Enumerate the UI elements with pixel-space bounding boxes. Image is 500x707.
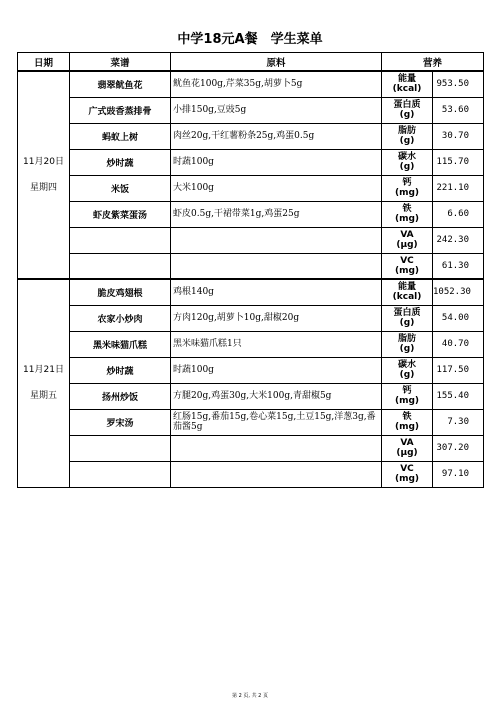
nutrient-label: VA (μg) xyxy=(382,227,433,253)
ingredients-cell: 虾皮0.5g,干裙带菜1g,鸡蛋25g xyxy=(171,201,382,227)
nutrient-value: 307.20 xyxy=(433,435,484,461)
nutrient-value: 242.30 xyxy=(433,227,484,253)
date-cell xyxy=(18,279,70,487)
page-title: 中学18元A餐 学生菜单 xyxy=(177,32,323,47)
dish-cell: 虾皮紫菜蛋汤 xyxy=(70,201,171,227)
header-dish: 菜谱 xyxy=(70,53,171,72)
dish-cell: 广式豉香蒸排骨 xyxy=(70,97,171,123)
ingredients-cell xyxy=(171,461,382,487)
nutrient-value: 221.10 xyxy=(433,175,484,201)
dish-cell: 蚂蚁上树 xyxy=(70,123,171,149)
dish-cell: 农家小炒肉 xyxy=(70,305,171,331)
dish-cell xyxy=(70,461,171,487)
nutrient-value: 53.60 xyxy=(433,97,484,123)
nutrient-label: 能量 (kcal) xyxy=(382,279,433,305)
date-cell xyxy=(18,71,70,279)
nutrient-label: 蛋白质 (g) xyxy=(382,305,433,331)
dish-cell xyxy=(70,435,171,461)
dish-cell: 炒时蔬 xyxy=(70,149,171,175)
dish-cell xyxy=(70,227,171,253)
table-row xyxy=(18,461,484,487)
ingredients-cell: 红肠15g,番茄15g,卷心菜15g,土豆15g,洋葱3g,番茄酱5g xyxy=(171,409,382,435)
ingredients-cell: 方肉120g,胡萝卜10g,甜椒20g xyxy=(171,305,382,331)
ingredients-cell: 鱿鱼花100g,芹菜35g,胡萝卜5g xyxy=(171,71,382,97)
ingredients-cell: 黑米味猫爪糕1只 xyxy=(171,331,382,357)
dish-cell: 炒时蔬 xyxy=(70,357,171,383)
ingredients-cell xyxy=(171,253,382,279)
nutrient-value: 54.00 xyxy=(433,305,484,331)
page-footer: 第 2 页, 共 2 页 xyxy=(232,693,268,699)
header-nutrition: 营养 xyxy=(382,53,484,72)
dish-cell: 翡翠鱿鱼花 xyxy=(70,71,171,97)
nutrient-label: 碳水 (g) xyxy=(382,149,433,175)
table-row xyxy=(18,305,484,331)
header-ingredients: 原料 xyxy=(171,53,382,72)
nutrient-label: 钙 (mg) xyxy=(382,383,433,409)
table-row xyxy=(18,97,484,123)
nutrient-value: 953.50 xyxy=(433,71,484,97)
ingredients-cell: 时蔬100g xyxy=(171,357,382,383)
table-row xyxy=(18,227,484,253)
nutrient-label: VA (μg) xyxy=(382,435,433,461)
table-row xyxy=(18,435,484,461)
nutrient-label: 能量 (kcal) xyxy=(382,71,433,97)
table-row xyxy=(18,357,484,383)
dish-cell xyxy=(70,253,171,279)
ingredients-cell: 鸡根140g xyxy=(171,279,382,305)
nutrient-label: VC (mg) xyxy=(382,253,433,279)
date-label: 11月20日 xyxy=(23,157,64,167)
weekday-label: 星期五 xyxy=(29,391,57,402)
nutrient-label: 碳水 (g) xyxy=(382,357,433,383)
nutrient-label: 铁 (mg) xyxy=(382,409,433,435)
ingredients-cell: 时蔬100g xyxy=(171,149,382,175)
dish-cell: 罗宋汤 xyxy=(70,409,171,435)
nutrient-value: 40.70 xyxy=(433,331,484,357)
ingredients-cell xyxy=(171,227,382,253)
ingredients-cell xyxy=(171,435,382,461)
nutrient-label: 脂肪 (g) xyxy=(382,123,433,149)
date-label: 11月21日 xyxy=(23,365,64,376)
nutrient-value: 1052.30 xyxy=(433,279,484,305)
nutrient-label: VC (mg) xyxy=(382,461,433,487)
nutrient-value: 117.50 xyxy=(433,357,484,383)
table-row xyxy=(18,383,484,409)
nutrient-value: 155.40 xyxy=(433,383,484,409)
nutrient-value: 115.70 xyxy=(433,149,484,175)
dish-cell: 黑米味猫爪糕 xyxy=(70,331,171,357)
header-date: 日期 xyxy=(18,53,70,72)
menu-table xyxy=(17,52,484,488)
nutrient-label: 脂肪 (g) xyxy=(382,331,433,357)
table-row xyxy=(18,123,484,149)
table-row xyxy=(18,149,484,175)
weekday-label: 星期四 xyxy=(29,183,57,193)
table-row xyxy=(18,201,484,227)
dish-cell: 米饭 xyxy=(70,175,171,201)
table-row xyxy=(18,253,484,279)
table-row xyxy=(18,71,484,97)
nutrient-label: 钙 (mg) xyxy=(382,175,433,201)
ingredients-cell: 肉丝20g,干红薯粉条25g,鸡蛋0.5g xyxy=(171,123,382,149)
dish-cell: 脆皮鸡翅根 xyxy=(70,279,171,305)
nutrient-label: 铁 (mg) xyxy=(382,201,433,227)
table-row xyxy=(18,279,484,305)
table-row xyxy=(18,175,484,201)
dish-cell: 扬州炒饭 xyxy=(70,383,171,409)
nutrient-value: 6.60 xyxy=(433,201,484,227)
nutrient-value: 7.30 xyxy=(433,409,484,435)
ingredients-cell: 大米100g xyxy=(171,175,382,201)
table-row xyxy=(18,409,484,435)
header-row xyxy=(18,53,484,72)
nutrient-value: 61.30 xyxy=(433,253,484,279)
ingredients-cell: 小排150g,豆豉5g xyxy=(171,97,382,123)
ingredients-cell: 方腿20g,鸡蛋30g,大米100g,青甜椒5g xyxy=(171,383,382,409)
nutrient-value: 97.10 xyxy=(433,461,484,487)
nutrient-value: 30.70 xyxy=(433,123,484,149)
nutrient-label: 蛋白质 (g) xyxy=(382,97,433,123)
table-row xyxy=(18,331,484,357)
